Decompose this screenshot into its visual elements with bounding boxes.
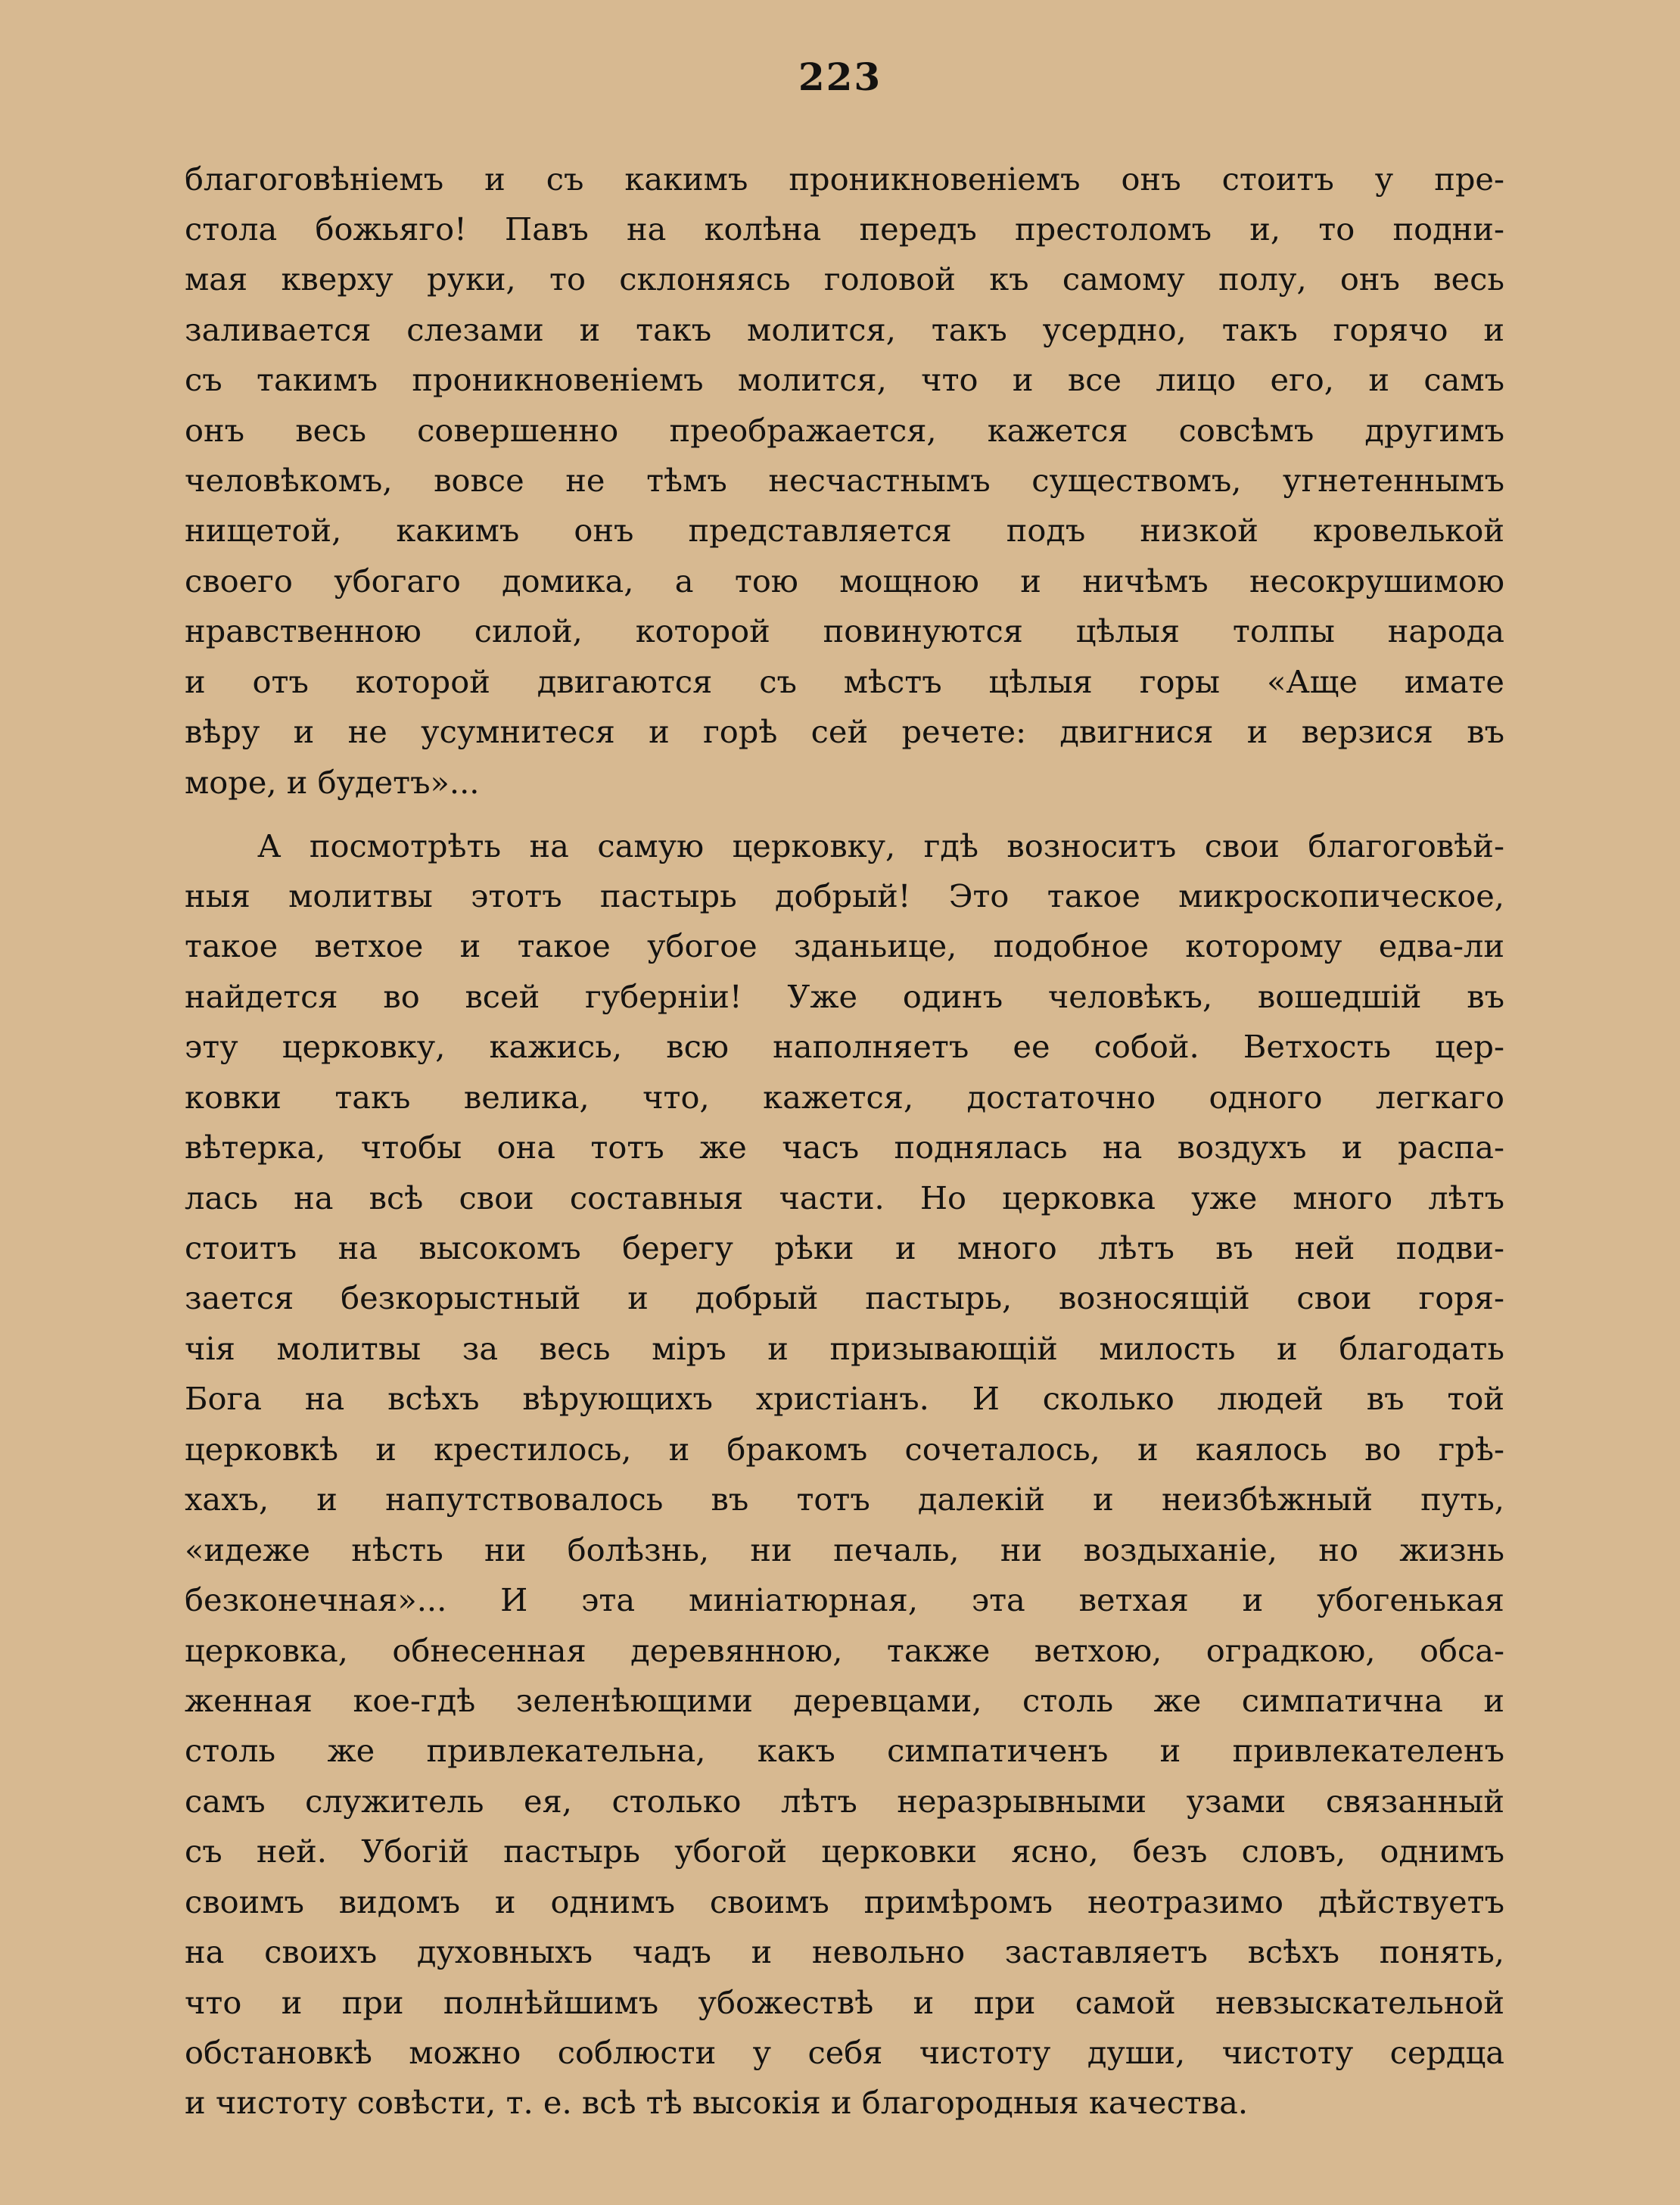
text-line: Бога на всѣхъ вѣрующихъ христіанъ. И сколько людей въ той <box>185 1380 1504 1417</box>
text-line: нищетой, какимъ онъ представляется подъ низкой кровелькой <box>185 512 1504 549</box>
text-line: чія молитвы за весь міръ и призывающій милость и благодать <box>185 1330 1504 1367</box>
page-number: 223 <box>798 55 882 99</box>
text-line: вѣтерка, чтобы она тотъ же часъ поднялась на воздухъ и распа- <box>185 1129 1504 1166</box>
text-line: зается безкорыстный и добрый пастырь, возносящій свои горя- <box>185 1279 1504 1316</box>
text-line: такое ветхое и такое убогое зданьице, подобное которому едва-ли <box>185 927 1504 964</box>
text-line: лась на всѣ свои составныя части. Но церковка уже много лѣтъ <box>185 1179 1504 1216</box>
text-line: своимъ видомъ и однимъ своимъ примѣромъ неотразимо дѣйствуетъ <box>185 1883 1504 1920</box>
text-line: на своихъ духовныхъ чадъ и невольно заставляетъ всѣхъ понять, <box>185 1933 1504 1970</box>
text-line: что и при полнѣйшимъ убожествѣ и при самой невзыскательной <box>185 1984 1504 2021</box>
text-line: ковки такъ велика, что, кажется, достаточно одного легкаго <box>185 1079 1504 1116</box>
text-line: стоитъ на высокомъ берегу рѣки и много лѣтъ въ ней подви- <box>185 1229 1504 1266</box>
text-line: съ ней. Убогій пастырь убогой церковки ясно, безъ словъ, однимъ <box>185 1833 1504 1870</box>
text-line: А посмотрѣть на самую церковку, гдѣ возноситъ свои благоговѣй- <box>257 827 1504 864</box>
text-line: найдется во всей губерніи! Уже одинъ человѣкъ, вошедшій въ <box>185 978 1504 1015</box>
text-line: вѣру и не усумнитеся и горѣ сей речете: двигнися и верзися въ <box>185 713 1504 750</box>
text-line: женная кое-гдѣ зеленѣющими деревцами, столь же симпатична и <box>185 1682 1504 1719</box>
text-line: стола божьяго! Павъ на колѣна передъ престоломъ и, то подни- <box>185 210 1504 248</box>
text-line: море, и будетъ»... <box>185 764 480 801</box>
text-line: эту церковку, кажись, всю наполняетъ ее собой. Ветхость цер- <box>185 1028 1504 1065</box>
text-line: ныя молитвы этотъ пастырь добрый! Это такое микроскопическое, <box>185 877 1504 914</box>
text-line: и чистоту совѣсти, т. е. всѣ тѣ высокія и благородныя качества. <box>185 2084 1249 2121</box>
text-line: заливается слезами и такъ молится, такъ усердно, такъ горячо и <box>185 311 1504 348</box>
text-line: съ такимъ проникновеніемъ молится, что и все лицо его, и самъ <box>185 361 1504 398</box>
text-line: церковка, обнесенная деревянною, также ветхою, оградкою, обса- <box>185 1632 1504 1669</box>
text-line: человѣкомъ, вовсе не тѣмъ несчастнымъ существомъ, угнетеннымъ <box>185 462 1504 499</box>
text-line: мая кверху руки, то склоняясь головой къ самому полу, онъ весь <box>185 260 1504 297</box>
text-line: церковкѣ и крестилось, и бракомъ сочеталось, и каялось во грѣ- <box>185 1431 1504 1468</box>
text-line: благоговѣніемъ и съ какимъ проникновеніемъ онъ стоитъ у пре- <box>185 160 1504 198</box>
text-line: и отъ которой двигаются съ мѣстъ цѣлыя горы «Аще имате <box>185 663 1504 700</box>
text-line: безконечная»... И эта миніатюрная, эта ветхая и убогенькая <box>185 1581 1504 1618</box>
text-line: своего убогаго домика, а тою мощною и ничѣмъ несокрушимою <box>185 562 1504 600</box>
text-line: онъ весь совершенно преображается, кажется совсѣмъ другимъ <box>185 412 1504 449</box>
text-line: столь же привлекательна, какъ симпатиченъ и привлекателенъ <box>185 1732 1504 1769</box>
text-line: нравственною силой, которой повинуются цѣлыя толпы народа <box>185 612 1504 649</box>
text-line: «идеже нѣсть ни болѣзнь, ни печаль, ни воздыханіе, но жизнь <box>185 1531 1504 1568</box>
text-line: самъ служитель ея, столько лѣтъ неразрывными узами связанный <box>185 1783 1504 1820</box>
text-line: обстановкѣ можно соблюсти у себя чистоту души, чистоту сердца <box>185 2034 1504 2071</box>
text-line: хахъ, и напутствовалось въ тотъ далекій и неизбѣжный путь, <box>185 1481 1504 1518</box>
